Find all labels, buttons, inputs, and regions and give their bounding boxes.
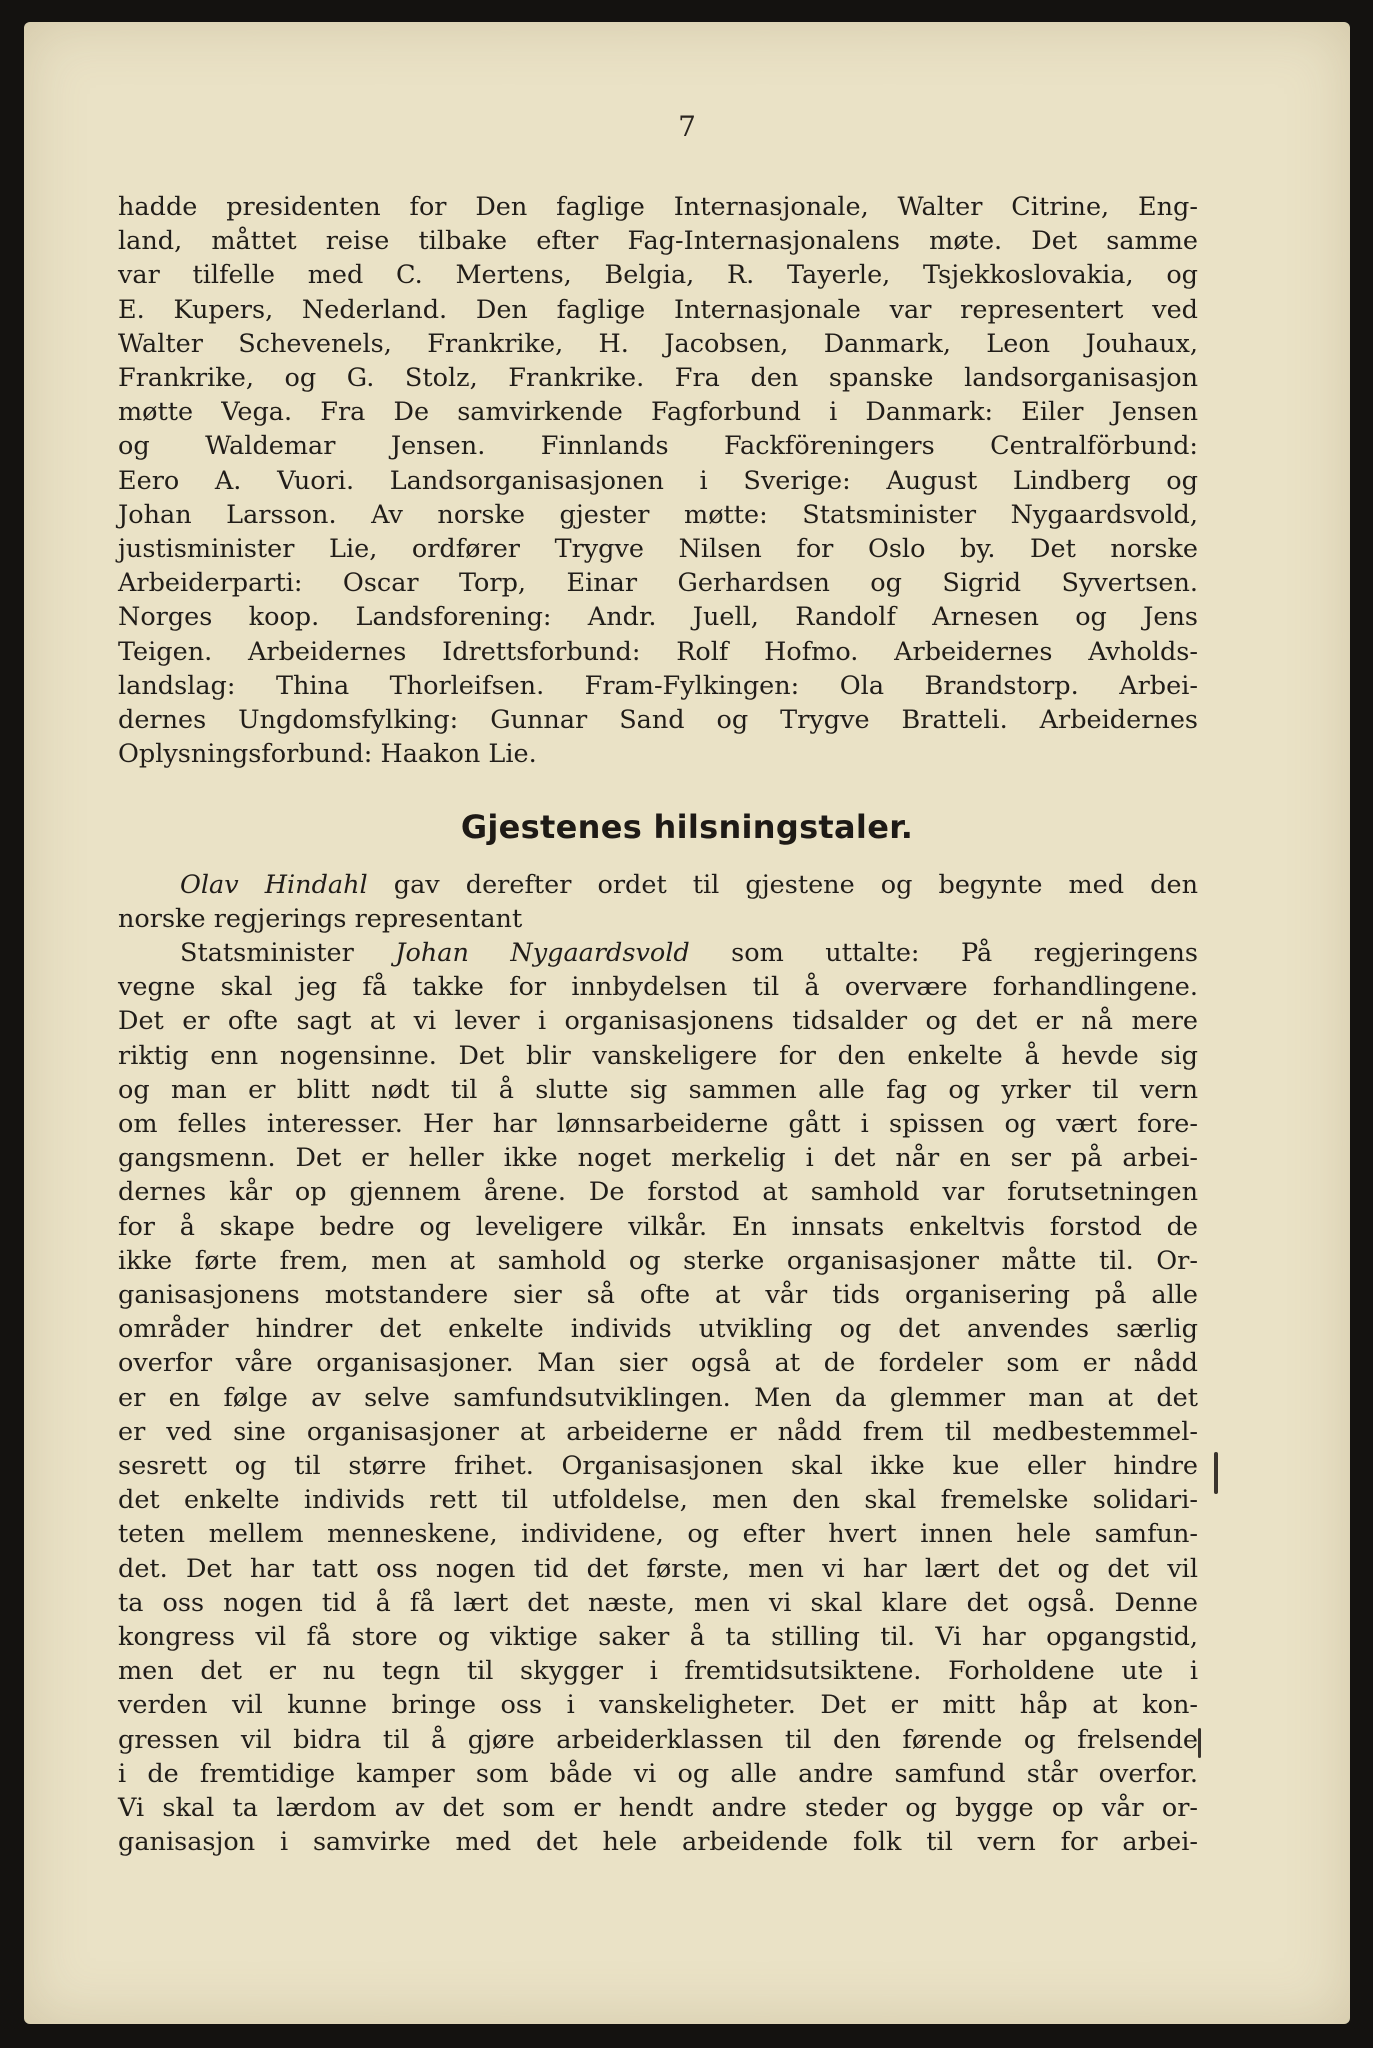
speaker-name: Johan Nygaardsvold (395, 938, 690, 968)
speech-line: overfor våre organisasjoner. Man sier også at de fordeler som er nådd (118, 1348, 1198, 1379)
intro-line: norske regjerings representant (118, 904, 523, 935)
speech-line: Det er ofte sagt at vi lever i organisasjonens tidsalder og det er nå mere (118, 1006, 1198, 1037)
document-page (24, 22, 1350, 2024)
speech-line: Statsminister Johan Nygaardsvold som uttalte: På regjeringens (180, 938, 1198, 968)
attendees-line: møtte Vega. Fra De samvirkende Fagforbund i Danmark: Eiler Jensen (118, 397, 1198, 428)
speech-line: Vi skal ta lærdom av det som er hendt andre steder og bygge op vår or- (118, 1793, 1198, 1824)
speech-line: ta oss nogen tid å få lært det næste, men vi skal klare det også. Denne (118, 1587, 1198, 1618)
attendees-paragraph (118, 190, 1198, 771)
attendees-line: var tilfelle med C. Mertens, Belgia, R. Tayerle, Tsjekkoslovakia, og (118, 260, 1198, 291)
attendees-line: justisminister Lie, ordfører Trygve Nilsen for Oslo by. Det norske (118, 534, 1198, 565)
attendees-line: E. Kupers, Nederland. Den faglige Internasjonale var representert ved (118, 294, 1198, 325)
speech-line: riktig enn nogensinne. Det blir vanskeligere for den enkelte å hevde sig (118, 1040, 1198, 1071)
speech-line: i de fremtidige kamper som både vi og alle andre samfund står overfor. (118, 1758, 1198, 1789)
speech-line: det. Det har tatt oss nogen tid det første, men vi har lært det og det vil (118, 1553, 1198, 1584)
speech-line: men det er nu tegn til skygger i fremtidsutsiktene. Forholdene ute i (118, 1656, 1198, 1687)
speaker-name: Olav Hindahl (180, 870, 368, 900)
speech-line: om felles interesser. Her har lønnsarbeiderne gått i spissen og vært fore- (118, 1109, 1198, 1140)
speech-line: verden vil kunne bringe oss i vanskeligheter. Det er mitt håp at kon- (118, 1690, 1198, 1721)
speech-line: sesrett og til større frihet. Organisasjonen skal ikke kue eller hindre (118, 1451, 1198, 1482)
intro-paragraph (118, 868, 1198, 936)
attendees-line: Eero A. Vuori. Landsorganisasjonen i Sverige: August Lindberg og (118, 465, 1198, 496)
speech-line: dernes kår op gjennem årene. De forstod at samhold var forutsetningen (118, 1177, 1198, 1208)
speech-line: ikke førte frem, men at samhold og sterke organisasjoner måtte til. Or- (118, 1245, 1198, 1276)
attendees-line: landslag: Thina Thorleifsen. Fram-Fylkingen: Ola Brandstorp. Arbei- (118, 670, 1198, 701)
speech-line: kongress vil få store og viktige saker å ta stilling til. Vi har opgangstid, (118, 1622, 1198, 1653)
speech-line: det enkelte individs rett til utfoldelse, men den skal fremelske solidari- (118, 1485, 1198, 1516)
section-heading: Gjestenes hilsningstaler. (460, 808, 914, 846)
margin-pencil-mark (1214, 1452, 1218, 1494)
speech-line: områder hindrer det enkelte individs utvikling og det anvendes særlig (118, 1314, 1198, 1345)
attendees-line: Frankrike, og G. Stolz, Frankrike. Fra den spanske landsorganisasjon (118, 363, 1198, 394)
speech-line: for å skape bedre og leveligere vilkår. En innsats enkeltvis forstod de (118, 1211, 1198, 1242)
attendees-line: dernes Ungdomsfylking: Gunnar Sand og Trygve Bratteli. Arbeidernes (118, 705, 1198, 736)
speech-line: og man er blitt nødt til å slutte sig sammen alle fag og yrker til vern (118, 1074, 1198, 1105)
speech-paragraph (118, 936, 1198, 1859)
speech-line: vegne skal jeg få takke for innbydelsen til å overvære forhandlingene. (118, 972, 1198, 1003)
intro-line: Olav Hindahl gav derefter ordet til gjestene og begynte med den (180, 870, 1198, 900)
speech-line: gressen vil bidra til å gjøre arbeiderklassen til den førende og frelsende (118, 1724, 1198, 1755)
attendees-line: hadde presidenten for Den faglige Internasjonale, Walter Citrine, Eng- (118, 192, 1198, 222)
attendees-line: og Waldemar Jensen. Finnlands Fackföreningers Centralförbund: (118, 431, 1198, 462)
attendees-line: Teigen. Arbeidernes Idrettsforbund: Rolf Hofmo. Arbeidernes Avholds- (118, 636, 1198, 667)
speech-line: teten mellem menneskene, individene, og efter hvert innen hele samfun- (118, 1519, 1198, 1550)
speech-line: gangsmenn. Det er heller ikke noget merkelig i det når en ser på arbei- (118, 1143, 1198, 1174)
attendees-line: Walter Schevenels, Frankrike, H. Jacobsen, Danmark, Leon Jouhaux, (118, 328, 1198, 359)
margin-pencil-mark (1198, 1728, 1201, 1758)
attendees-line: Arbeiderparti: Oscar Torp, Einar Gerhardsen og Sigrid Syvertsen. (118, 568, 1198, 599)
speech-line: ganisasjon i samvirke med det hele arbeidende folk til vern for arbei- (118, 1827, 1198, 1858)
speech-line: er en følge av selve samfundsutviklingen. Men da glemmer man at det (118, 1382, 1198, 1413)
speech-line: ganisasjonens motstandere sier så ofte at vår tids organisering på alle (118, 1280, 1198, 1311)
attendees-line: Norges koop. Landsforening: Andr. Juell, Randolf Arnesen og Jens (118, 602, 1198, 633)
attendees-line: Oplysningsforbund: Haakon Lie. (118, 739, 537, 770)
speech-line: er ved sine organisasjoner at arbeiderne er nådd frem til medbestemmel- (118, 1416, 1198, 1447)
page-number: 7 (678, 110, 696, 143)
attendees-line: Johan Larsson. Av norske gjester møtte: Statsminister Nygaardsvold, (118, 499, 1198, 530)
attendees-line: land, måttet reise tilbake efter Fag-Internasjonalens møte. Det samme (118, 226, 1198, 257)
